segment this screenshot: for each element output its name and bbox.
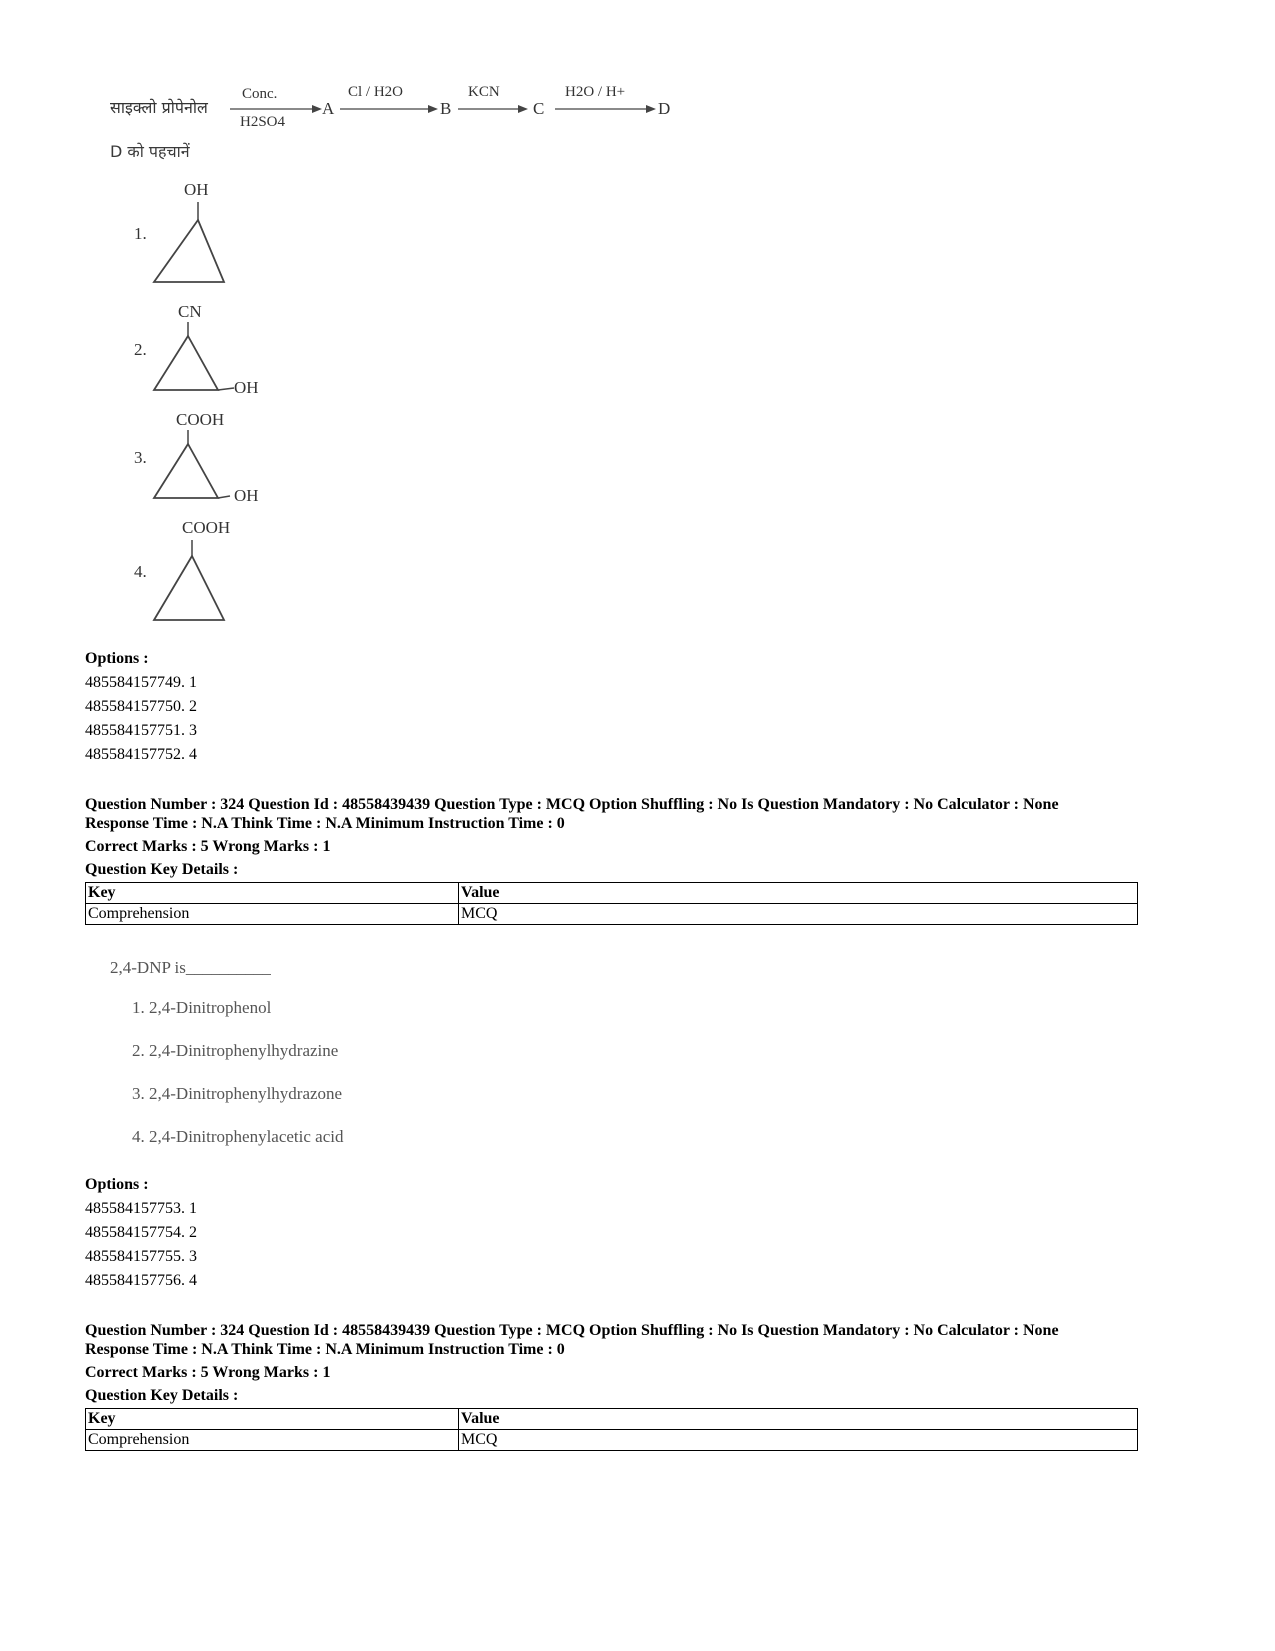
structure-number: 4.	[134, 562, 147, 581]
step4-reagent-top: H2O / H+	[565, 84, 626, 100]
step2-reagent-top: Cl / H2O	[348, 84, 404, 100]
key-cell: Comprehension	[86, 904, 459, 925]
table-row	[86, 904, 1138, 925]
option-item: 485584157749. 1	[85, 674, 197, 691]
option-item: 485584157751. 3	[85, 722, 197, 739]
intermediate-a: A	[322, 99, 335, 118]
marks-line: Correct Marks : 5 Wrong Marks : 1	[85, 1364, 331, 1381]
question-meta	[85, 1321, 1185, 1405]
marks-line: Correct Marks : 5 Wrong Marks : 1	[85, 838, 331, 855]
cyclopropane-ring	[130, 516, 280, 628]
cyclopropane-ring	[130, 178, 280, 288]
option-item: 485584157753. 1	[85, 1200, 197, 1217]
structure-option-3	[130, 408, 280, 508]
option-item: 485584157756. 4	[85, 1272, 197, 1289]
question-meta-line1: Question Number : 324 Question Id : 48558439439 Question Type : MCQ Option Shuffling : No Is Question Mandatory : No Calculator : None	[85, 796, 1059, 813]
structure-number: 2.	[134, 340, 147, 359]
structure-option-4	[130, 516, 280, 628]
value-header: Value	[459, 883, 1138, 904]
question-text: 2,4-DNP is__________	[110, 958, 271, 977]
structure-side-group: OH	[234, 378, 259, 397]
key-cell: Comprehension	[86, 1430, 459, 1451]
choice-item: 4. 2,4-Dinitrophenylacetic acid	[132, 1127, 344, 1146]
key-details-table	[85, 882, 1138, 925]
key-details-heading: Question Key Details :	[85, 1387, 239, 1404]
choice-item: 2. 2,4-Dinitrophenylhydrazine	[132, 1041, 339, 1060]
structure-number: 1.	[134, 224, 147, 243]
options-heading: Options :	[85, 1176, 149, 1193]
cyclopropane-ring	[130, 408, 280, 508]
value-cell: MCQ	[459, 1430, 1138, 1451]
structure-side-group: OH	[234, 486, 259, 505]
option-item: 485584157754. 2	[85, 1224, 197, 1241]
question-meta-line1: Question Number : 324 Question Id : 48558439439 Question Type : MCQ Option Shuffling : No Is Question Mandatory : No Calculator : None	[85, 1322, 1059, 1339]
option-item: 485584157755. 3	[85, 1248, 197, 1265]
structure-top-group: COOH	[182, 518, 231, 537]
table-header-row	[86, 1409, 1138, 1430]
step1-reagent-top: Conc.	[242, 86, 278, 102]
choice-item: 1. 2,4-Dinitrophenol	[132, 998, 272, 1017]
intermediate-c: C	[533, 99, 545, 118]
question-text-hindi: D को पहचानें	[110, 142, 190, 161]
key-header: Key	[86, 883, 459, 904]
structure-top-group: OH	[184, 180, 209, 199]
structure-option-2	[130, 300, 280, 400]
option-item: 485584157750. 2	[85, 698, 197, 715]
key-details-heading: Question Key Details :	[85, 861, 239, 878]
key-details-table	[85, 1408, 1138, 1451]
key-header: Key	[86, 1409, 459, 1430]
question-meta-line2: Response Time : N.A Think Time : N.A Minimum Instruction Time : 0	[85, 1341, 565, 1358]
reaction-scheme	[110, 84, 710, 144]
choices-list	[132, 998, 343, 1170]
options-list	[85, 1197, 197, 1293]
reactant-label: साइक्लो प्रोपेनोल	[110, 98, 208, 117]
structure-option-1	[130, 178, 280, 288]
choice-item: 3. 2,4-Dinitrophenylhydrazone	[132, 1084, 343, 1103]
table-header-row	[86, 883, 1138, 904]
product-d: D	[658, 99, 671, 118]
value-header: Value	[459, 1409, 1138, 1430]
option-item: 485584157752. 4	[85, 746, 197, 763]
intermediate-b: B	[440, 99, 452, 118]
value-cell: MCQ	[459, 904, 1138, 925]
structure-top-group: CN	[178, 302, 202, 321]
options-list	[85, 671, 197, 767]
question-meta	[85, 795, 1185, 879]
question-meta-line2: Response Time : N.A Think Time : N.A Minimum Instruction Time : 0	[85, 815, 565, 832]
structure-number: 3.	[134, 448, 147, 467]
step3-reagent-top: KCN	[468, 84, 500, 100]
cyclopropane-ring	[130, 300, 280, 400]
step1-reagent-bottom: H2SO4	[240, 114, 286, 130]
structure-top-group: COOH	[176, 410, 225, 429]
options-heading: Options :	[85, 650, 149, 667]
table-row	[86, 1430, 1138, 1451]
